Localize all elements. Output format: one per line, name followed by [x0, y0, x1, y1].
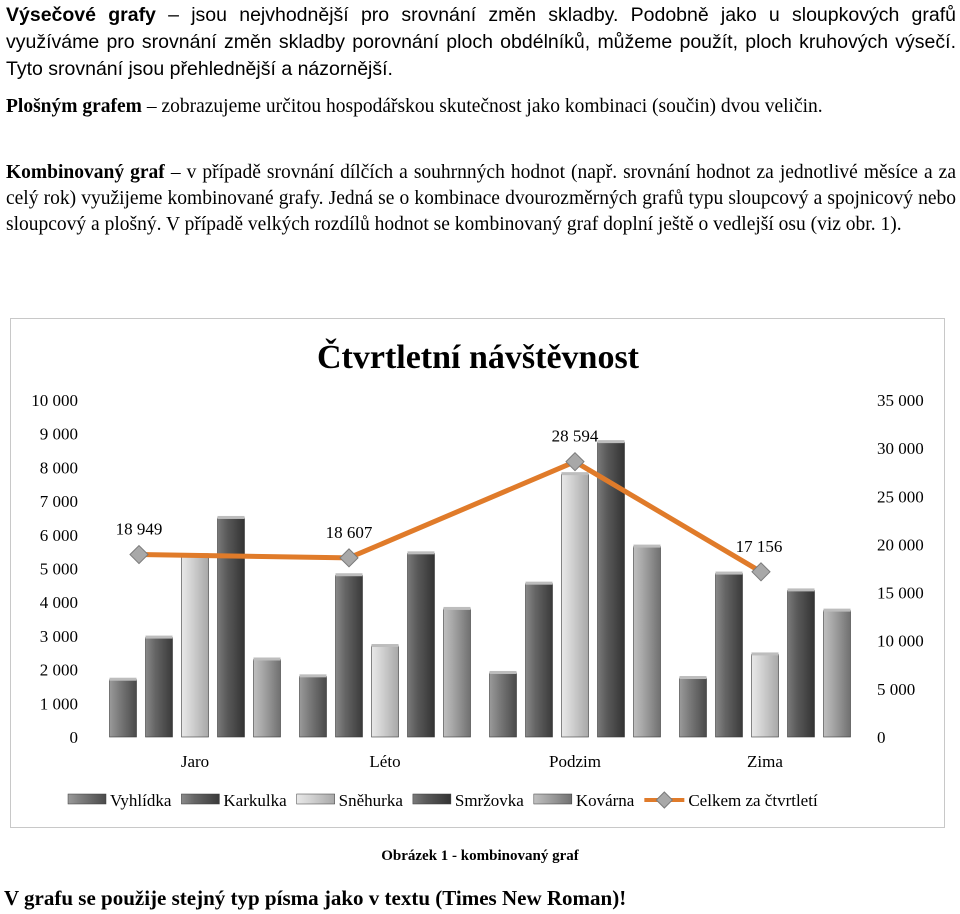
y-tick-label: 0 [69, 728, 78, 747]
figure-caption: Obrázek 1 - kombinovaný graf [381, 848, 579, 864]
legend-label: Karkulka [223, 791, 287, 810]
bar-sněhurka [372, 646, 399, 737]
paragraph-area-chart [6, 94, 956, 120]
x-tick-label: Léto [369, 752, 401, 771]
bar-karkulka [336, 575, 363, 737]
bar-top-cap [788, 588, 815, 591]
line-marker [130, 546, 148, 564]
term-combined-chart: Kombinovaný graf [6, 162, 165, 183]
bar-top-cap [526, 582, 553, 585]
secondary-y-axis [877, 391, 924, 747]
y-tick-label: 7 000 [39, 492, 78, 512]
legend-swatch [413, 794, 451, 804]
bar-kovárna [444, 609, 471, 737]
bar-vyhlídka [300, 676, 327, 737]
y2-tick-label: 10 000 [877, 631, 924, 651]
y2-tick-label: 30 000 [877, 439, 924, 459]
bar-vyhlídka [680, 678, 707, 737]
bar-top-cap [490, 671, 517, 674]
bar-top-cap [752, 652, 779, 655]
bar-karkulka [526, 584, 553, 737]
legend-label: Kovárna [575, 791, 635, 810]
y2-tick-label: 5 000 [877, 679, 916, 699]
bar-sněhurka [752, 654, 779, 737]
font-note: V grafu se použije stejný typ písma jako v textu (Times New Roman)! [4, 886, 627, 910]
bar-top-cap [372, 644, 399, 647]
paragraph-combined-chart [6, 160, 956, 238]
y-tick-label: 2 000 [39, 660, 78, 680]
bar-sněhurka [182, 555, 209, 737]
y-tick-label: 10 000 [31, 391, 78, 410]
combined-chart [0, 300, 960, 820]
bar-top-cap [598, 440, 625, 443]
bar-kovárna [254, 659, 281, 737]
y-tick-label: 6 000 [39, 525, 78, 545]
chart-legend [68, 791, 818, 810]
bar-smržovka [788, 590, 815, 737]
bar-top-cap [218, 516, 245, 519]
y-tick-label: 8 000 [39, 458, 78, 478]
bar-top-cap [824, 609, 851, 612]
bar-top-cap [680, 676, 707, 679]
y2-tick-label: 25 000 [877, 487, 924, 507]
bar-top-cap [300, 674, 327, 677]
legend-label: Celkem za čtvrtletí [688, 791, 818, 810]
paragraph-combined-chart-text: – v případě srovnání dílčích a souhrnných hodnot (např. srovnání hodnot za jednotlivé měsíce a za celý rok) využijeme kombinované grafy. Jedná se o kombinace dvourozměrných grafů typu sloupcový a spojnicový nebo sloupcový a plošný. V případě velkých rozdílů hodnot se kombinovaný graf doplní ještě o vedlejší osu (viz obr. 1). [6, 162, 956, 235]
bar-top-cap [336, 573, 363, 576]
bar-kovárna [634, 547, 661, 737]
bar-smržovka [218, 518, 245, 737]
y2-tick-label: 20 000 [877, 535, 924, 555]
legend-swatch [181, 794, 219, 804]
legend-label: Smržovka [454, 791, 524, 810]
legend-swatch [534, 794, 572, 804]
legend-swatch [68, 794, 106, 804]
line-data-label: 28 594 [551, 426, 599, 446]
bar-top-cap [110, 678, 137, 681]
y2-tick-label: 35 000 [877, 391, 924, 410]
legend-label: Vyhlídka [110, 791, 172, 810]
x-tick-label: Jaro [180, 752, 210, 771]
chart-title: Čtvrtletní návštěvnost [316, 339, 640, 376]
bar-sněhurka [562, 474, 589, 737]
line-marker [340, 549, 358, 567]
legend-marker [656, 792, 672, 808]
y2-tick-label: 0 [877, 728, 886, 747]
bar-series-group [110, 440, 851, 737]
x-tick-label: Podzim [549, 752, 601, 771]
line-data-label: 18 607 [325, 522, 373, 542]
bar-kovárna [824, 611, 851, 737]
bar-top-cap [562, 472, 589, 475]
line-series-group [116, 427, 783, 581]
bar-smržovka [408, 553, 435, 737]
bar-top-cap [716, 572, 743, 575]
bar-top-cap [444, 607, 471, 610]
bar-karkulka [146, 638, 173, 737]
y-tick-label: 9 000 [39, 424, 78, 444]
y-tick-label: 3 000 [39, 626, 78, 646]
x-tick-label: Zima [747, 752, 783, 771]
paragraph-pie-charts-text: – jsou nejvhodnější pro srovnání změn skladby. Podobně jako u sloupkových grafů využíváme pro srovnání změn skladby porovnání ploch obdélníků, můžeme použít, ploch kruhových výsečí. Tyto srovnání jsou přehlednější a názornější. [6, 4, 956, 80]
y-tick-label: 4 000 [39, 593, 78, 613]
line-data-label: 18 949 [115, 519, 163, 539]
bar-top-cap [634, 545, 661, 548]
y-tick-label: 5 000 [39, 559, 78, 579]
bar-top-cap [146, 636, 173, 639]
term-pie-charts: Výsečové grafy [6, 4, 156, 26]
line-data-label: 17 156 [735, 536, 783, 556]
bar-top-cap [408, 551, 435, 554]
paragraph-area-chart-text: – zobrazujeme určitou hospodářskou skutečnost jako kombinaci (součin) dvou veličin. [141, 96, 823, 117]
y2-tick-label: 15 000 [877, 583, 924, 603]
bar-karkulka [716, 574, 743, 737]
term-area-chart: Plošným grafem [6, 96, 142, 117]
legend-label: Sněhurka [338, 791, 403, 810]
paragraph-pie-charts [6, 2, 956, 83]
primary-y-axis [31, 391, 78, 747]
category-axis [181, 752, 784, 771]
bar-vyhlídka [110, 680, 137, 737]
y-tick-label: 1 000 [39, 694, 78, 714]
legend-swatch [297, 794, 335, 804]
bar-top-cap [254, 657, 281, 660]
bar-vyhlídka [490, 673, 517, 737]
